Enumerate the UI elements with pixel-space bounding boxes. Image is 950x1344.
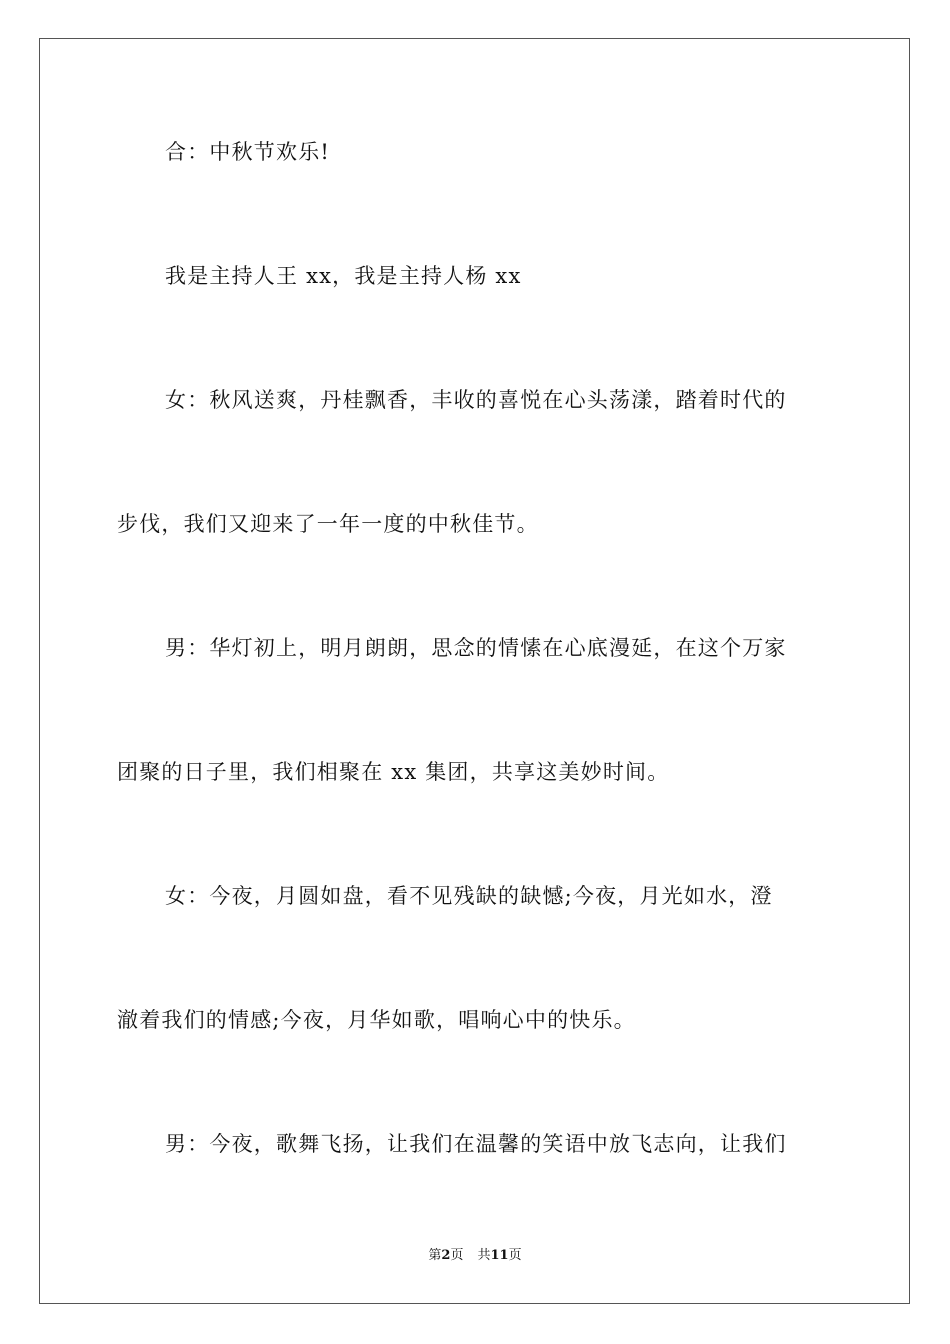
total-prefix: 共: [477, 1248, 491, 1263]
page-total: 11: [490, 1248, 509, 1263]
page-footer: [0, 1247, 950, 1265]
total-suffix: 页: [508, 1248, 522, 1263]
page-suffix: 页: [450, 1248, 464, 1263]
page-current: 2: [441, 1248, 451, 1263]
text-line-5: 男：华灯初上，明月朗朗，思念的情愫在心底漫延，在这个万家: [165, 636, 787, 660]
text-line-7: 女：今夜，月圆如盘，看不见残缺的缺憾;今夜，月光如水，澄: [165, 884, 773, 908]
page-border: [39, 38, 910, 1304]
text-line-3: 女：秋风送爽，丹桂飘香，丰收的喜悦在心头荡漾，踏着时代的: [165, 388, 787, 412]
page-prefix: 第: [428, 1248, 442, 1263]
text-line-9: 男：今夜，歌舞飞扬，让我们在温馨的笑语中放飞志向，让我们: [165, 1132, 787, 1156]
text-line-1: 合：中秋节欢乐!: [165, 140, 331, 164]
text-line-8: 澈着我们的情感;今夜，月华如歌，唱响心中的快乐。: [117, 1008, 636, 1032]
text-line-2: 我是主持人王 xx，我是主持人杨 xx: [165, 264, 522, 288]
text-line-4: 步伐，我们又迎来了一年一度的中秋佳节。: [117, 512, 539, 536]
text-line-6: 团聚的日子里，我们相聚在 xx 集团，共享这美妙时间。: [117, 760, 670, 784]
